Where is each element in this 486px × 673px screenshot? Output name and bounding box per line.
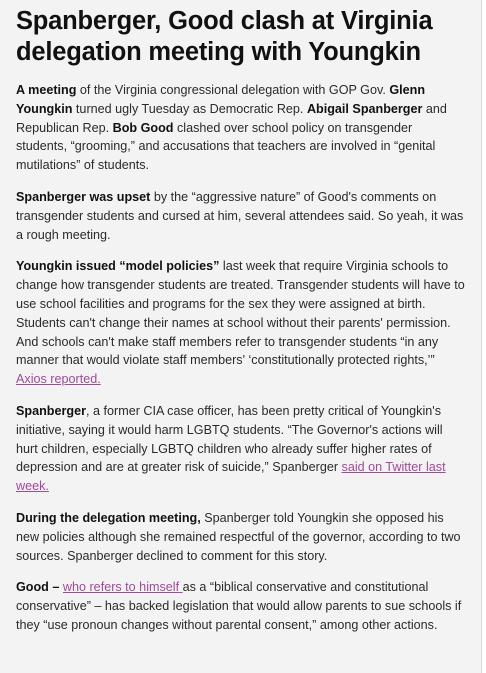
person-name-good: Bob Good [112,120,174,135]
lead-phrase: A meeting [16,83,77,97]
article-paragraph-2 [16,188,465,244]
axios-reported-link[interactable]: Axios reported. [16,372,101,387]
person-name-youngkin: Glenn Youngkin [16,83,426,116]
lead-phrase: Youngkin issued “model policies” [16,259,220,274]
paragraph-text: by the “aggressive nature” of Good's comments on transgender students and cursed at him, several attendees said. So yeah, it was a rough meeting. [16,189,464,242]
article-paragraph-6 [16,578,465,634]
twitter-link[interactable]: said on Twitter last week. [16,460,446,494]
lead-phrase: Spanberger [16,403,86,418]
paragraph-text: turned ugly Tuesday as Democratic Rep. [72,101,307,116]
article-paragraph-3 [16,257,465,389]
lead-phrase: During the delegation meeting, [16,510,201,525]
paragraph-text: , a former CIA case officer, has been pretty critical of Youngkin's initiative, saying it would harm LGBTQ students. “The Governor's actions will hurt children, especially LGBTQ children who already suffer higher rates of depression and are at greater risk of suicide,” Spanberger [16,403,443,475]
article-paragraph-4 [16,402,465,496]
article-paragraph-5 [16,509,465,565]
paragraph-text: Spanberger told Youngkin she opposed his new policies although she remained respectful of the governor, according to two sources. Spanberger declined to comment for this story. [16,510,461,563]
paragraph-text: last week that require Virginia schools to change how transgender students are treated. Transgender students will have to use school facilities and programs for the sex they were assigned at birth. Students can't change their names at school without their parents' permission. And schools can't make staff members refer to transgender students “in any manner that would violate staff members' ‘constitutionally protected rights,’” [16,259,465,368]
article-paragraph-1 [16,81,465,175]
lead-phrase: Good – [16,580,60,595]
person-name-spanberger: Abigail Spanberger [306,101,423,116]
paragraph-text: clashed over school policy on transgender students, “grooming,” and accusations that teachers are involved in “genital mutilations” of students. [16,120,436,173]
paragraph-text: of the Virginia congressional delegation with GOP Gov. [76,83,390,97]
paragraph-text: as a “biblical conservative and constitutional conservative” – has backed legislation that would allow parents to sue schools if they “use pronoun changes without parental consent,” among other actions. [16,580,462,632]
lead-phrase: Spanberger was upset [16,189,151,204]
article-headline: Spanberger, Good clash at Virginia delegation meeting with Youngkin [16,7,433,66]
paragraph-text: and Republican Rep. [16,101,447,135]
refers-to-himself-link[interactable]: who refers to himself [62,580,183,595]
